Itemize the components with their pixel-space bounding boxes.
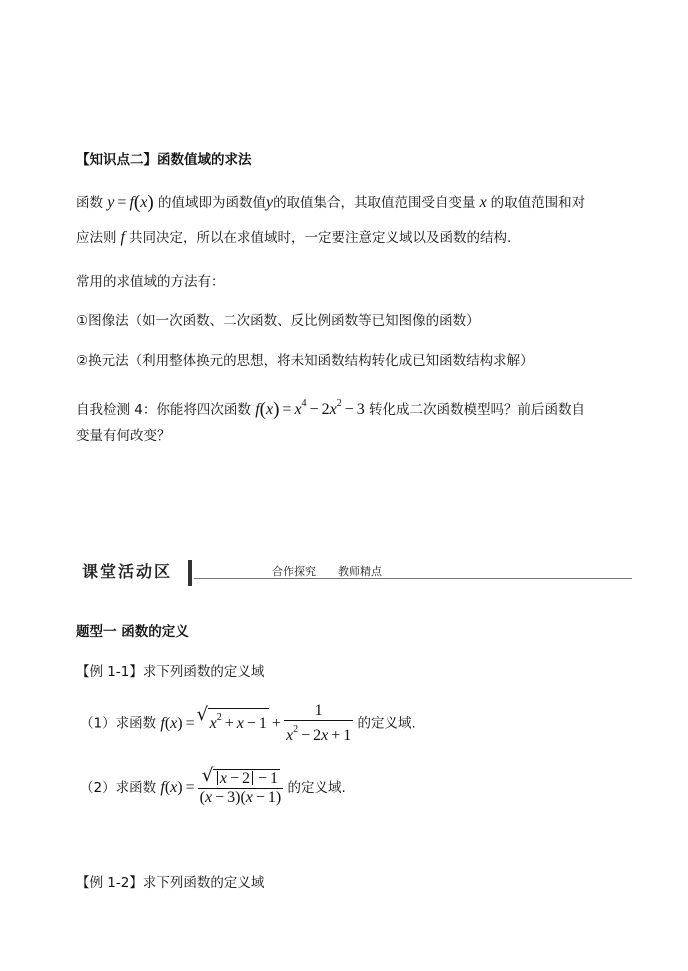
example-1-1-label: 【例 1-1】求下列函数的定义域 (76, 664, 265, 680)
math-domain-expression-2: f(x) = √ x − 2 − 1 (x − 3)(x − 1) (160, 765, 282, 806)
banner-divider (188, 560, 192, 586)
question-prefix: （1）求函数 (80, 715, 157, 732)
text-segment: 转化成二次函数模型吗？前后函数自 (369, 402, 586, 418)
banner-title: 课堂活动区 (82, 562, 173, 581)
math-f: f (116, 229, 129, 246)
knowledge-paragraph-line1 (76, 193, 585, 213)
knowledge-paragraph-line2 (76, 228, 511, 248)
math-y: y (265, 194, 274, 211)
text-segment: 函数 (76, 195, 103, 211)
question-2 (80, 765, 346, 808)
question-suffix: 的定义域. (287, 780, 346, 796)
text-segment: 的取值集合，其取值范围受自变量 (273, 195, 476, 211)
method-graph: ①图像法（如一次函数、二次函数、反比例函数等已知图像的函数） (76, 313, 480, 329)
self-check-line1 (76, 394, 585, 420)
math-domain-expression-1: f(x) = √ $x^2 + x - 1$ + $\frac{1}{x^2 - 2x + 1}$ (160, 702, 352, 744)
example-1-2-label: 【例 1-2】求下列函数的定义域 (76, 875, 265, 891)
method-substitution: ②换元法（利用整体换元的思想，将未知函数结构转化成已知函数结构求解） (76, 353, 534, 369)
math-quartic-function: $f(x) = x^4 - 2x^2 - 3$ (255, 398, 365, 420)
common-methods-intro: 常用的求值域的方法有： (76, 274, 225, 290)
question-suffix: 的定义域. (357, 715, 416, 732)
math-x: x (475, 194, 491, 211)
text-segment: 应法则 (76, 230, 117, 246)
banner-subtitle-teacher: 教师精点 (338, 566, 382, 578)
classroom-activity-banner (76, 559, 632, 587)
banner-subtitle-cooperate: 合作探究 (272, 566, 316, 578)
text-segment: 共同决定，所以在求值域时，一定要注意定义域以及函数的结构. (128, 230, 512, 246)
math-y-equals-fx: y = f(x) (107, 192, 154, 213)
banner-rule (194, 578, 632, 579)
text-segment: 自我检测 4：你能将四次函数 (76, 402, 251, 418)
text-segment: 的取值范围和对 (490, 195, 586, 211)
self-check-line2: 变量有何改变？ (76, 428, 171, 444)
question-1 (80, 702, 416, 745)
section-title: 题型一 函数的定义 (76, 624, 189, 640)
text-segment: 的值域即为函数值 (157, 195, 266, 211)
question-prefix: （2）求函数 (80, 780, 157, 796)
knowledge-heading: 【知识点二】函数值域的求法 (76, 152, 252, 168)
